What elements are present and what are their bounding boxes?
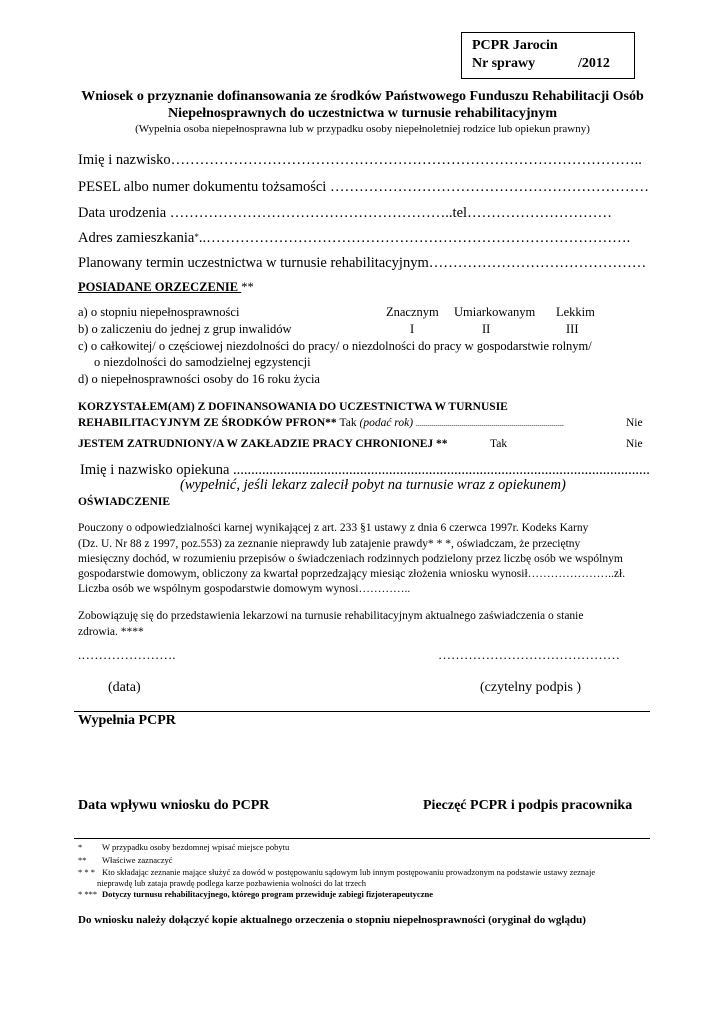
signature-caption: (czytelny podpis ) — [480, 680, 582, 695]
prior-funding-label: REHABILITACYJNYM ZE ŚRODKÓW PFRON** — [78, 417, 340, 429]
sheltered-employment-label: JESTEM ZATRUDNIONY/A W ZAKŁADZIE PRACY CHRONIONEJ ** — [78, 438, 448, 450]
degree-significant[interactable]: Znacznym — [386, 305, 439, 319]
certificate-heading-text: POSIADANE ORZECZENIE — [78, 280, 242, 294]
stamp-label: Pieczęć PCPR i podpis pracownika — [423, 798, 633, 813]
degree-light[interactable]: Lekkim — [556, 305, 595, 319]
option-d[interactable]: d) o niepełnosprawności osoby do 16 roku życia — [78, 372, 320, 386]
prior-funding-year-field[interactable]: .......................................................................... — [415, 419, 564, 428]
sheltered-employment-no[interactable]: Nie — [626, 438, 643, 450]
pesel-field[interactable]: PESEL albo numer dokumentu tożsamości ………………………………………………………… — [78, 179, 649, 195]
group-2[interactable]: II — [482, 322, 491, 336]
footnote-4: Dotyczy turnusu rehabilitacyjnego, którego program przewiduje zabiegi fizjoterapeutyczne — [102, 889, 433, 899]
signature-field[interactable]: …………………………………… — [438, 647, 620, 662]
declaration-line2: (Dz. U. Nr 88 z 1997, poz.553) za zeznanie nieprawdy lub zatajenie prawdy* * *, oświadczam, że przeciętny — [78, 538, 581, 550]
form-subtitle: (Wypełnia osoba niepełnosprawna lub w przypadku osoby niepełnoletniej rodzice lub opiekun prawny) — [135, 123, 590, 135]
footnote-3-continued: nieprawdę lub zataja prawdę podlega karze pozbawienia wolności do lat trzech — [97, 878, 367, 888]
footnote-3: Kto składając zeznanie mające służyć za dowód w postępowaniu sądowym lub innym postępowaniu prowadzonym na podstawie ustawy zeznaje — [102, 867, 596, 877]
commitment-line1: Zobowiązuję się do przedstawienia lekarzowi na turnusie rehabilitacyjnym aktualnego zaświadczenia o stanie — [78, 610, 584, 622]
date-caption: (data) — [108, 680, 141, 695]
prior-funding-no[interactable]: Nie — [626, 417, 643, 429]
prior-funding-line2 — [78, 417, 564, 429]
case-number-year: /2012 — [578, 56, 610, 71]
option-c-continued: o niezdolności do samodzielnej egzystencji — [94, 355, 311, 369]
office-name: PCPR Jarocin — [472, 38, 558, 53]
birth-date-field[interactable]: Data urodzenia …………………………………………………..tel………………………… — [78, 205, 613, 221]
form-title-line1: Wniosek o przyznanie dofinansowania ze środków Państwowego Funduszu Rehabilitacji Osób — [81, 89, 644, 104]
footnote-2: Właściwe zaznaczyć — [102, 855, 173, 865]
footnote-1: W przypadku osoby bezdomnej wpisać miejsce pobytu — [102, 842, 290, 852]
prior-funding-yes[interactable]: Tak — [339, 417, 360, 429]
option-b[interactable]: b) o zaliczeniu do jednej z grup inwalidów — [78, 322, 292, 336]
option-c[interactable]: c) o całkowitej/ o częściowej niezdolności do pracy/ o niezdolności do pracy w gospodarstwie rolnym/ — [78, 339, 592, 353]
degree-moderate[interactable]: Umiarkowanym — [454, 305, 536, 319]
footnote-divider — [74, 838, 650, 839]
address-footnote-mark: * — [194, 232, 199, 242]
office-use-heading: Wypełnia PCPR — [78, 713, 176, 728]
case-number-label: Nr sprawy — [472, 56, 536, 71]
date-signature-field[interactable]: .…………………. — [78, 647, 176, 662]
prior-funding-year-hint: (podać rok) — [359, 417, 416, 429]
address-dots: ..……………………………………………………………………………. — [198, 230, 631, 246]
declaration-heading: OŚWIADCZENIE — [78, 496, 171, 508]
attachment-note: Do wniosku należy dołączyć kopie aktualnego orzeczenia o stopniu niepełnosprawności (oryginał do wglądu) — [78, 914, 586, 926]
planned-term-field[interactable]: Planowany termin uczestnictwa w turnusie rehabilitacyjnym……………………………………… — [78, 255, 647, 271]
footnote-2-mark: ** — [78, 855, 87, 865]
declaration-household-field[interactable]: Liczba osób we wspólnym gospodarstwie domowym wynosi………….. — [78, 583, 411, 595]
declaration-line3: miesięczny dochód, w rozumieniu przepisów o świadczeniach rodzinnych podzielony przez liczbę osób we wspólnym — [78, 553, 623, 565]
name-field[interactable]: Imię i nazwisko…………………………………………………………………………………….. — [78, 152, 642, 168]
prior-funding-line1: KORZYSTAŁEM(AM) Z DOFINANSOWANIA DO UCZESTNICTWA W TURNUSIE — [78, 401, 508, 413]
footnote-4-mark: * *** — [78, 889, 98, 899]
commitment-line2: zdrowia. **** — [78, 626, 144, 638]
option-a[interactable]: a) o stopniu niepełnosprawności — [78, 305, 240, 319]
group-3[interactable]: III — [566, 322, 579, 336]
certificate-heading — [78, 280, 254, 295]
declaration-income-field[interactable]: gospodarstwie domowym, obliczony za kwartał poprzedzający miesiąc złożenia wniosku wynosił…………………..zł. — [78, 568, 626, 580]
address-field[interactable] — [78, 230, 630, 247]
guardian-note: (wypełnić, jeśli lekarz zalecił pobyt na turnusie wraz z opiekunem) — [180, 477, 566, 493]
guardian-name-field[interactable]: Imię i nazwisko opiekuna ................................................................................................................... — [80, 462, 650, 478]
footnote-3-mark: * * * — [78, 867, 95, 877]
section-divider — [74, 711, 650, 712]
group-1[interactable]: I — [410, 322, 415, 336]
form-title-line2: Niepełnosprawnych do uczestnictwa w turnusie rehabilitacyjnym — [167, 106, 558, 121]
sheltered-employment-yes[interactable]: Tak — [490, 438, 508, 450]
receipt-date-label: Data wpływu wniosku do PCPR — [78, 798, 270, 813]
certificate-heading-mark: ** — [241, 280, 254, 294]
footnote-1-mark: * — [78, 842, 83, 852]
address-label: Adres zamieszkania — [78, 230, 195, 246]
declaration-line1: Pouczony o odpowiedzialności karnej wynikającej z art. 233 §1 ustawy z dnia 6 czerwca 1997r. Kodeks Karny — [78, 522, 589, 534]
